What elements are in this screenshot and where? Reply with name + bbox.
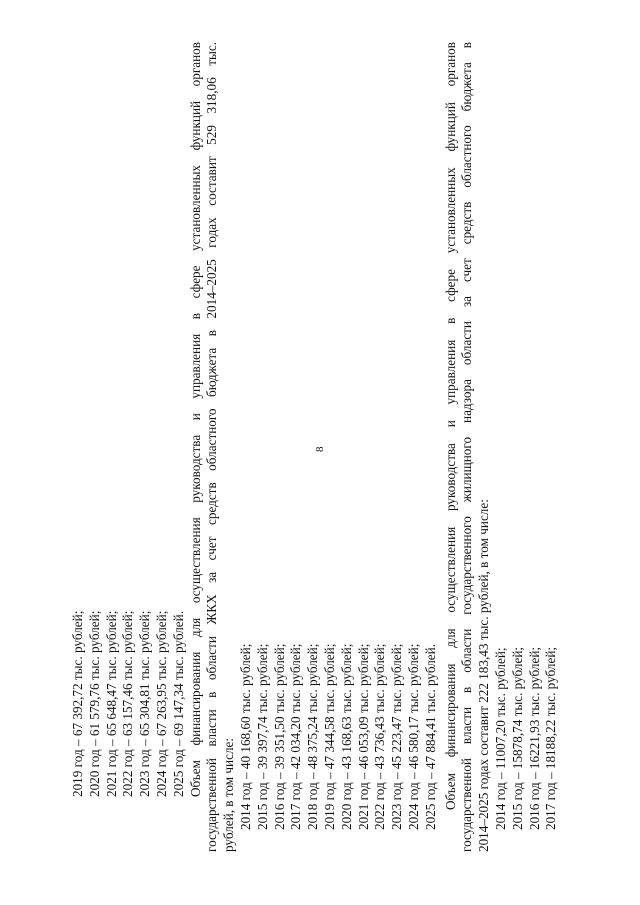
funding-list-general (70, 42, 188, 852)
list-item: 2023 год – 65 304,81 тыс. рублей; (137, 610, 153, 797)
list-item: 2021 год – 65 648,47 тыс. рублей; (103, 610, 119, 797)
list-item: 2023 год – 45 223,47 тыс. рублей; (389, 643, 405, 830)
list-item: 2024 год – 46 580,17 тыс. рублей; (405, 643, 421, 830)
funding-list-nadzor (493, 42, 560, 852)
paragraph-line: Объем финансирования для осуществления руководства и управления в сфере установленных функций органов (442, 42, 458, 810)
list-item: 2022 год – 43 736,43 тыс. рублей; (372, 643, 388, 830)
list-item: 2014 год – 40 168,60 тыс. рублей; (237, 643, 253, 830)
list-item: 2017 год – 42 034,20 тыс. рублей; (288, 643, 304, 830)
paragraph-line: государственной власти в области государственного жилищного надзора области за счет средств областного бюджета в (459, 42, 475, 852)
list-item: 2015 год – 39 397,74 тыс. рублей; (254, 643, 270, 830)
paragraph-nadzor-funding (443, 42, 493, 852)
list-item: 2016 год – 16221,93 тыс. рублей; (526, 646, 542, 830)
list-item: 2016 год – 39 351,50 тыс. рублей; (271, 643, 287, 830)
paragraph-zhkh-funding (188, 42, 238, 852)
list-item: 2021 год – 46 053,09 тыс. рублей; (355, 643, 371, 830)
paragraph-line: Объем финансирования для осуществления руководства и управления в сфере установленных функций органов (187, 42, 203, 797)
list-item: 2025 год – 69 147,34 тыс. рублей. (170, 611, 186, 797)
list-item: 2015 год – 15878,74 тыс. рублей; (509, 646, 525, 830)
list-item: 2022 год – 63 157,46 тыс. рублей; (120, 610, 136, 797)
paragraph-line: 2014–2025 годах составит 222 183,43 тыс. рублей, в том числе: (476, 499, 492, 852)
paragraph-line: рублей, в том числе: (221, 737, 237, 852)
funding-list-zhkh (238, 42, 440, 852)
list-item: 2019 год – 47 344,58 тыс. рублей; (321, 643, 337, 830)
list-item: 2014 год – 11007,20 тыс. рублей; (492, 647, 508, 830)
list-item: 2018 год – 48 375,24 тыс. рублей; (305, 643, 321, 830)
list-item: 2025 год – 47 884,41 тыс. рублей. (422, 644, 438, 830)
paragraph-line: государственной власти в области ЖКХ за счет средств областного бюджета в 2014–2025 годах составит 529 318,06 тыс. (204, 42, 220, 852)
list-item: 2017 год – 18188,22 тыс. рублей; (543, 646, 559, 830)
list-item: 2020 год – 43 168,63 тыс. рублей; (338, 643, 354, 830)
list-item: 2024 год – 67 263,95 тыс. рублей; (153, 610, 169, 797)
list-item: 2020 год – 61 579,76 тыс. рублей; (86, 610, 102, 797)
document-body (70, 42, 560, 852)
page-number: 8 (314, 446, 326, 452)
list-item: 2019 год – 67 392,72 тыс. рублей; (70, 610, 85, 797)
